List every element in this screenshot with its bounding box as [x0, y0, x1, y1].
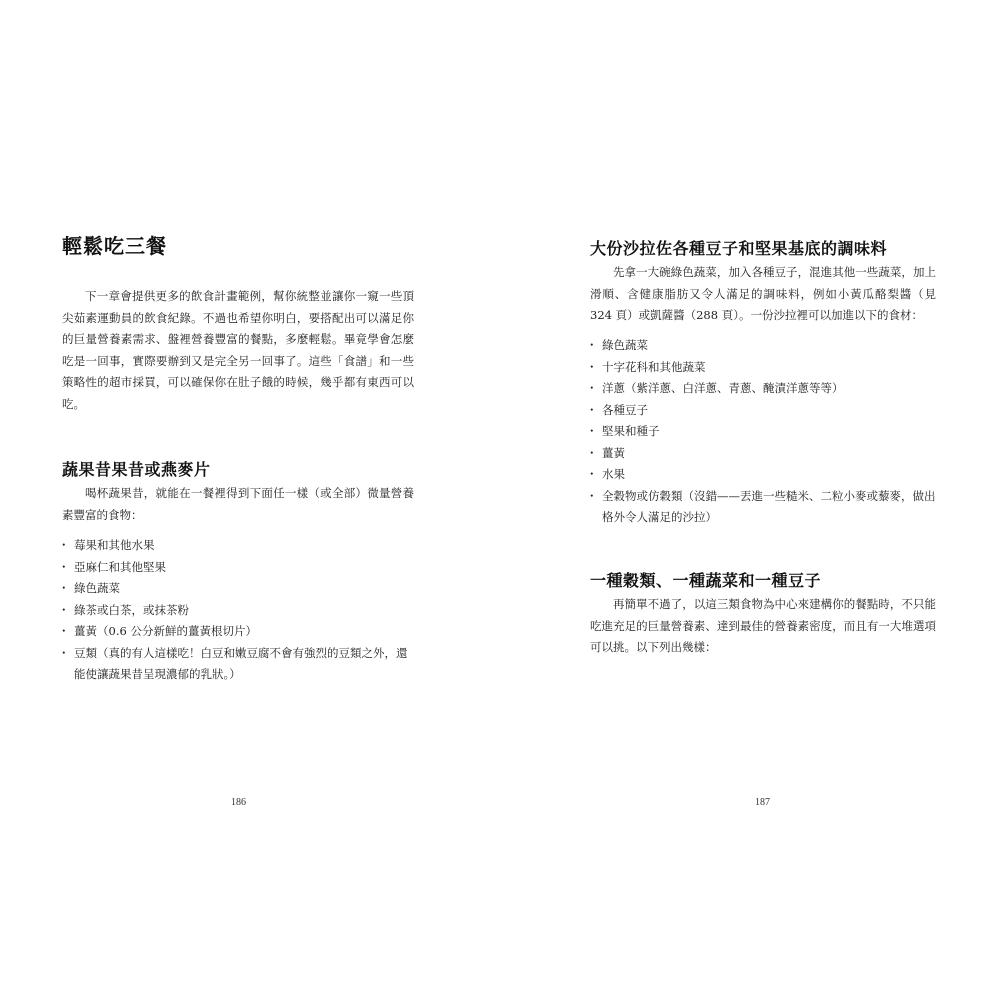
section-title-smoothie: 蔬果昔果昔或燕麥片 [62, 460, 211, 479]
intro-paragraph: 下一章會提供更多的飲食計畫範例，幫你統整並讓你一窺一些頂尖茹素運動員的飲食紀錄。不過也希望你明白，要搭配出可以滿足你的巨量營養素需求、盤裡營養豐富的餐點，多麼輕鬆。畢竟學會怎麼吃是一回事，實際要辦到又是完全另一回事了。這些「食譜」和一些策略性的超市採買，可以確保你在肚子餓的時候，幾乎都有東西可以吃。 [62, 289, 414, 411]
list-item: ・ 薑黃 [590, 443, 936, 465]
section-intro-grain-veg-bean: 再簡單不過了，以這三類食物為中心來建構你的餐點時，不只能吃進充足的巨量營養素、達到最佳的營養素密度，而且有一大堆選項可以挑。以下列出幾樣： [590, 597, 936, 654]
list-item: ・ 全穀物或仿穀類（沒錯——丟進一些糙米、二粒小麥或藜麥，做出格外令人滿足的沙拉） [590, 486, 936, 529]
page-number: 187 [755, 797, 770, 808]
list-item: ・ 水果 [590, 464, 936, 486]
right-page [500, 0, 1000, 1000]
list-item: ・ 莓果和其他水果 [62, 535, 414, 557]
section-intro-smoothie: 喝杯蔬果昔，就能在一餐裡得到下面任一樣（或全部）微量營養素豐富的食物： [62, 486, 414, 522]
list-item: ・ 綠色蔬菜 [590, 335, 936, 357]
list-item: ・ 薑黃（0.6 公分新鮮的薑黃根切片） [62, 621, 414, 643]
smoothie-ingredient-list [62, 535, 414, 686]
list-item: ・ 洋蔥（紫洋蔥、白洋蔥、青蔥、醃漬洋蔥等等） [590, 378, 936, 400]
section-title-salad: 大份沙拉佐各種豆子和堅果基底的調味料 [590, 239, 888, 258]
list-item: ・ 各種豆子 [590, 400, 936, 422]
list-item: ・ 堅果和種子 [590, 421, 936, 443]
list-item: ・ 綠色蔬菜 [62, 578, 414, 600]
salad-ingredient-list [590, 335, 936, 529]
list-item: ・ 豆類（真的有人這樣吃！白豆和嫩豆腐不會有強烈的豆類之外，還能使讓蔬果昔呈現濃郁的乳狀。） [62, 643, 414, 686]
section-title-grain-veg-bean: 一種穀類、一種蔬菜和一種豆子 [590, 571, 822, 590]
page-number: 186 [231, 797, 246, 808]
list-item: ・ 十字花科和其他蔬菜 [590, 357, 936, 379]
page-title: 輕鬆吃三餐 [62, 234, 167, 258]
list-item: ・ 亞麻仁和其他堅果 [62, 557, 414, 579]
section-intro-salad: 先拿一大碗綠色蔬菜，加入各種豆子，混進其他一些蔬菜，加上滑順、含健康脂肪又令人滿足的調味料，例如小黃瓜酪梨醬（見 324 頁）或凱薩醬（288 頁）。一份沙拉裡可以加進以下的食材： [590, 265, 936, 322]
list-item: ・ 綠茶或白茶，或抹茶粉 [62, 600, 414, 622]
